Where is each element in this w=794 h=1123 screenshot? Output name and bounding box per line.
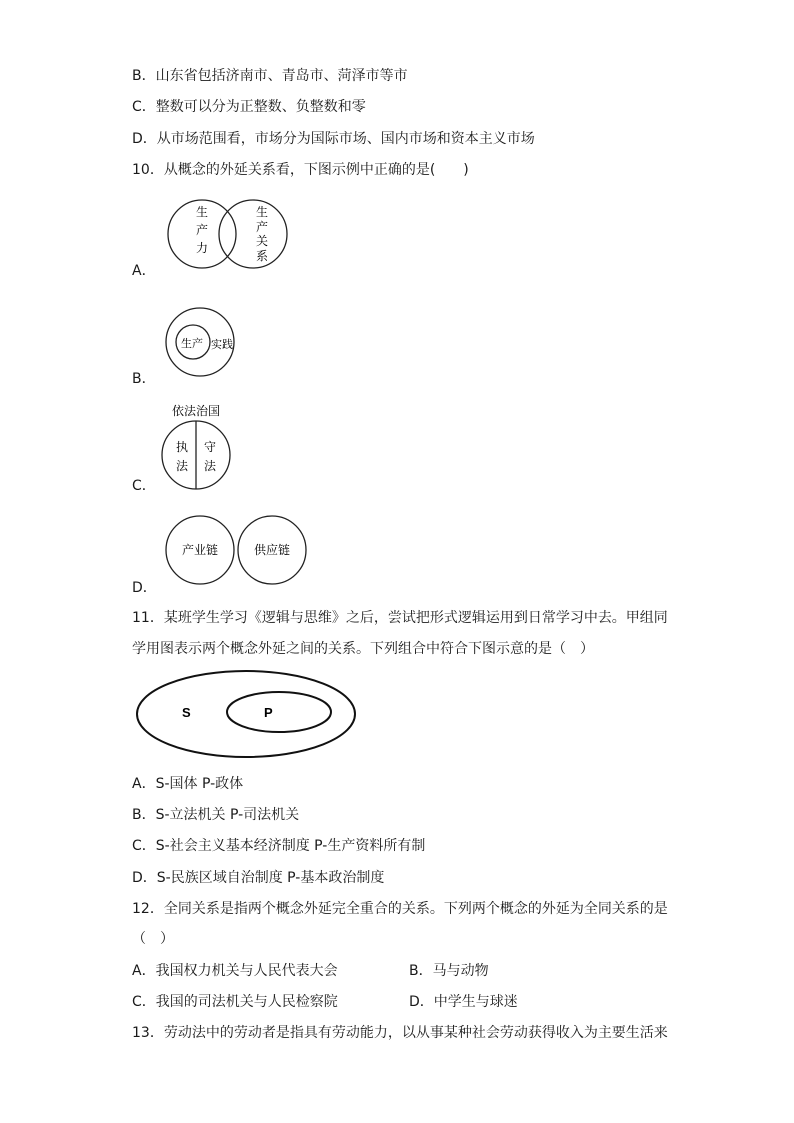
q11-stem-line1: 11．某班学生学习《逻辑与思维》之后，尝试把形式逻辑运用到日常学习中去。甲组同 xyxy=(132,610,668,626)
q10-diagram-b xyxy=(160,303,240,383)
q12-option-c: C．我国的司法机关与人民检察院 xyxy=(132,994,338,1010)
productivity-char: 产 xyxy=(196,223,209,237)
q13-stem-line1: 13．劳动法中的劳动者是指具有劳动能力，以从事某种社会劳动获得收入为主要生活来 xyxy=(132,1025,668,1041)
production-relations-circle xyxy=(219,200,287,268)
p-label: P xyxy=(264,705,273,720)
rule-of-law-title: 依法治国 xyxy=(172,404,221,418)
production-relations-char: 生 xyxy=(256,205,269,219)
q10-diagram-d xyxy=(160,512,312,590)
law-abiding-char: 守 xyxy=(204,440,217,454)
q12-option-a: A．我国权力机关与人民代表大会 xyxy=(132,963,338,979)
q11-option-b: B．S-立法机关 P-司法机关 xyxy=(132,807,300,823)
q11-stem-line2: 学用图表示两个概念外延之间的关系。下列组合中符合下图示意的是（ ） xyxy=(132,641,594,657)
q10-diagram-a xyxy=(160,192,300,277)
productivity-char: 力 xyxy=(196,241,209,255)
q10-option-c-label: C． xyxy=(132,478,156,494)
p-ellipse xyxy=(227,692,331,732)
q12-option-d: D．中学生与球迷 xyxy=(409,994,518,1010)
production-relations-char: 关 xyxy=(256,234,269,248)
s-label: S xyxy=(182,705,191,720)
q10-option-a-label: A． xyxy=(132,263,156,279)
q9-option-d: D．从市场范围看，市场分为国际市场、国内市场和资本主义市场 xyxy=(132,131,535,147)
productivity-char: 生 xyxy=(196,205,209,219)
q11-option-c: C．S-社会主义基本经济制度 P-生产资料所有制 xyxy=(132,838,426,854)
q9-option-b: B．山东省包括济南市、青岛市、菏泽市等市 xyxy=(132,68,408,84)
industry-chain-label: 产业链 xyxy=(182,543,219,557)
production-relations-char: 产 xyxy=(256,220,269,234)
q12-stem-line1: 12．全同关系是指两个概念外延完全重合的关系。下列两个概念的外延为全同关系的是 xyxy=(132,901,668,917)
q10-diagram-c xyxy=(158,400,238,492)
q11-diagram xyxy=(134,670,360,762)
q10-option-d-label: D． xyxy=(132,580,157,596)
practice-label: 实践 xyxy=(211,338,233,351)
production-relations-char: 系 xyxy=(256,249,269,263)
s-ellipse xyxy=(137,671,355,757)
q11-option-d: D．S-民族区域自治制度 P-基本政治制度 xyxy=(132,870,385,886)
law-enforcement-char: 执 xyxy=(176,440,189,454)
production-label: 生产 xyxy=(181,337,203,350)
q9-option-c: C．整数可以分为正整数、负整数和零 xyxy=(132,99,366,115)
law-enforcement-char: 法 xyxy=(176,459,189,473)
q12-option-b: B．马与动物 xyxy=(409,963,489,979)
q10-option-b-label: B． xyxy=(132,371,156,387)
q11-option-a: A．S-国体 P-政体 xyxy=(132,776,244,792)
supply-chain-label: 供应链 xyxy=(254,543,291,557)
q12-stem-line2: （ ） xyxy=(132,931,174,947)
q10-stem: 10．从概念的外延关系看，下图示例中正确的是( ) xyxy=(132,162,469,178)
law-abiding-char: 法 xyxy=(204,459,217,473)
